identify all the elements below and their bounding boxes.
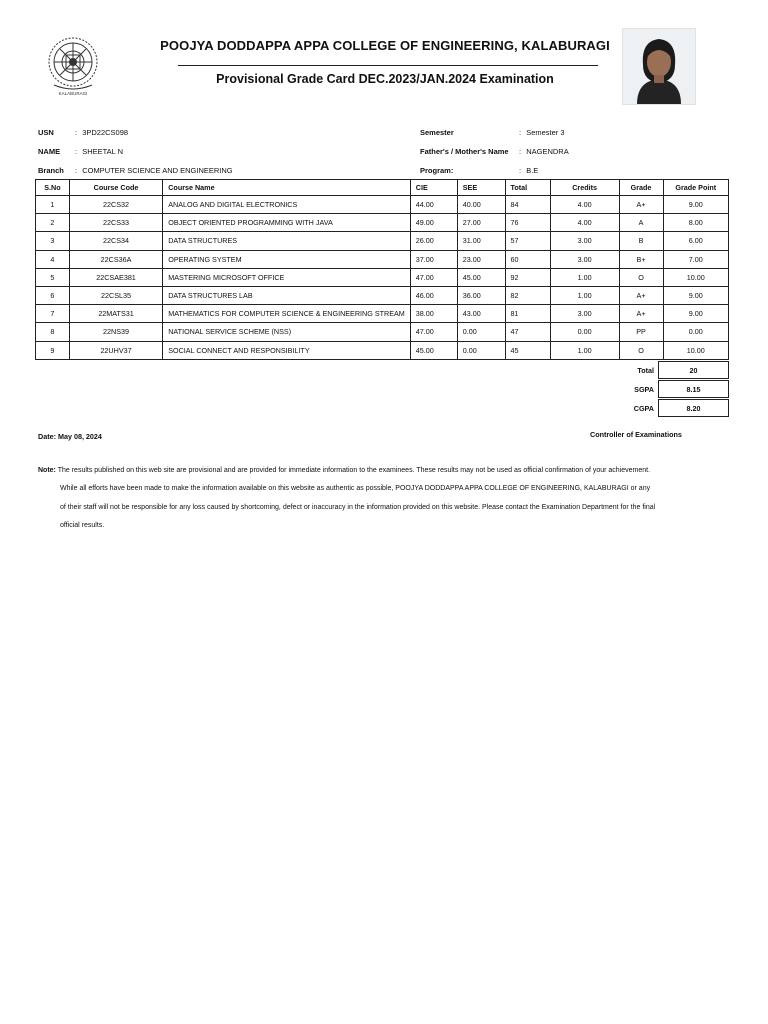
cell-total: 45 bbox=[505, 341, 550, 359]
cell-sno: 4 bbox=[36, 250, 70, 268]
branch-value: COMPUTER SCIENCE AND ENGINEERING bbox=[82, 166, 233, 175]
table-row bbox=[36, 250, 729, 268]
cell-cie: 44.00 bbox=[410, 196, 457, 214]
cell-total: 47 bbox=[505, 323, 550, 341]
col-header-course-code: Course Code bbox=[69, 180, 162, 196]
cell-course-code: 22UHV37 bbox=[69, 341, 162, 359]
cell-grade-point: 8.00 bbox=[663, 214, 729, 232]
cell-course-code: 22CSAE381 bbox=[69, 268, 162, 286]
cell-sno: 9 bbox=[36, 341, 70, 359]
grades-table bbox=[35, 179, 729, 360]
cell-grade-point: 7.00 bbox=[663, 250, 729, 268]
col-header-course-name: Course Name bbox=[163, 180, 411, 196]
cell-sno: 6 bbox=[36, 286, 70, 304]
cell-course-code: 22CS36A bbox=[69, 250, 162, 268]
cell-total: 92 bbox=[505, 268, 550, 286]
sgpa-label: SGPA bbox=[634, 385, 654, 394]
cgpa-value: 8.20 bbox=[658, 399, 729, 417]
cell-cie: 45.00 bbox=[410, 341, 457, 359]
cell-grade-point: 6.00 bbox=[663, 232, 729, 250]
total-label: Total bbox=[637, 366, 654, 375]
table-row bbox=[36, 232, 729, 250]
total-credits-value: 20 bbox=[658, 361, 729, 379]
cell-grade: O bbox=[619, 341, 663, 359]
cell-see: 27.00 bbox=[457, 214, 505, 232]
cell-cie: 46.00 bbox=[410, 286, 457, 304]
cell-grade-point: 10.00 bbox=[663, 268, 729, 286]
cell-total: 84 bbox=[505, 196, 550, 214]
cell-course-code: 22CSL35 bbox=[69, 286, 162, 304]
note-line-4: official results. bbox=[60, 521, 105, 529]
cell-see: 23.00 bbox=[457, 250, 505, 268]
parent-separator: : bbox=[519, 147, 522, 156]
cell-course-code: 22NS39 bbox=[69, 323, 162, 341]
cell-see: 36.00 bbox=[457, 286, 505, 304]
cell-cie: 49.00 bbox=[410, 214, 457, 232]
table-row bbox=[36, 323, 729, 341]
issue-date: Date: May 08, 2024 bbox=[38, 432, 102, 441]
table-row bbox=[36, 341, 729, 359]
semester-value: Semester 3 bbox=[526, 128, 565, 137]
cell-see: 31.00 bbox=[457, 232, 505, 250]
note-line-3: of their staff will not be responsible for any loss caused by shortcoming, defect or inaccuracy in the information provided on this website. Please contact the Examination Department for the final bbox=[60, 503, 656, 511]
cell-grade: A+ bbox=[619, 286, 663, 304]
cell-course-name: DATA STRUCTURES LAB bbox=[163, 286, 411, 304]
logo-caption: KALABURAGI bbox=[58, 91, 88, 96]
cell-grade: B+ bbox=[619, 250, 663, 268]
col-header-grade-point: Grade Point bbox=[663, 180, 729, 196]
cell-total: 76 bbox=[505, 214, 550, 232]
cell-grade: A+ bbox=[619, 305, 663, 323]
table-row bbox=[36, 214, 729, 232]
note-line-2: While all efforts have been made to make the information available on this website as authentic as possible, POOJYA DODDAPPA APPA COLLEGE OF ENGINEERING, KALABURAGI or any bbox=[60, 485, 651, 493]
student-name: SHEETAL N bbox=[82, 147, 124, 156]
cell-sno: 5 bbox=[36, 268, 70, 286]
cell-sno: 2 bbox=[36, 214, 70, 232]
cell-course-name: ANALOG AND DIGITAL ELECTRONICS bbox=[163, 196, 411, 214]
table-row bbox=[36, 268, 729, 286]
college-logo bbox=[44, 35, 102, 97]
usn-label: USN bbox=[38, 128, 54, 137]
name-separator: : bbox=[75, 147, 78, 156]
cell-total: 82 bbox=[505, 286, 550, 304]
college-name: POOJYA DODDAPPA APPA COLLEGE OF ENGINEERING, KALABURAGI bbox=[160, 38, 610, 53]
cell-see: 0.00 bbox=[457, 341, 505, 359]
col-header-see: SEE bbox=[457, 180, 505, 196]
table-row bbox=[36, 305, 729, 323]
usn-separator: : bbox=[75, 128, 78, 137]
cell-cie: 47.00 bbox=[410, 268, 457, 286]
cell-grade-point: 9.00 bbox=[663, 286, 729, 304]
cell-credits: 4.00 bbox=[550, 196, 619, 214]
student-photo bbox=[622, 28, 696, 105]
col-header-grade: Grade bbox=[619, 180, 663, 196]
cell-credits: 0.00 bbox=[550, 323, 619, 341]
cell-sno: 8 bbox=[36, 323, 70, 341]
program-separator: : bbox=[519, 166, 522, 175]
col-header-cie: CIE bbox=[410, 180, 457, 196]
program-value: B.E bbox=[526, 166, 539, 175]
cell-cie: 26.00 bbox=[410, 232, 457, 250]
cell-sno: 7 bbox=[36, 305, 70, 323]
cell-see: 45.00 bbox=[457, 268, 505, 286]
cell-course-name: MASTERING MICROSOFT OFFICE bbox=[163, 268, 411, 286]
cell-see: 0.00 bbox=[457, 323, 505, 341]
cell-total: 57 bbox=[505, 232, 550, 250]
col-header-sno: S.No bbox=[36, 180, 70, 196]
cell-credits: 3.00 bbox=[550, 305, 619, 323]
grade-card-title: Provisional Grade Card DEC.2023/JAN.2024 Examination bbox=[216, 72, 554, 86]
cell-grade-point: 0.00 bbox=[663, 323, 729, 341]
cell-course-name: OBJECT ORIENTED PROGRAMMING WITH JAVA bbox=[163, 214, 411, 232]
semester-label: Semester bbox=[420, 128, 454, 137]
cell-grade: B bbox=[619, 232, 663, 250]
col-header-total: Total bbox=[505, 180, 550, 196]
cell-course-name: OPERATING SYSTEM bbox=[163, 250, 411, 268]
cell-credits: 4.00 bbox=[550, 214, 619, 232]
cell-grade-point: 9.00 bbox=[663, 196, 729, 214]
cell-course-name: NATIONAL SERVICE SCHEME (NSS) bbox=[163, 323, 411, 341]
cell-credits: 1.00 bbox=[550, 286, 619, 304]
cell-course-name: MATHEMATICS FOR COMPUTER SCIENCE & ENGINEERING STREAM bbox=[163, 305, 411, 323]
branch-separator: : bbox=[75, 166, 78, 175]
cell-course-name: SOCIAL CONNECT AND RESPONSIBILITY bbox=[163, 341, 411, 359]
cell-grade-point: 9.00 bbox=[663, 305, 729, 323]
cell-total: 60 bbox=[505, 250, 550, 268]
cell-sno: 1 bbox=[36, 196, 70, 214]
note-line-1: The results published on this web site are provisional and are provided for immediate information to the examinees. These results may not be used as official confirmation of your achievement. bbox=[57, 467, 651, 474]
cell-credits: 1.00 bbox=[550, 341, 619, 359]
table-header-row bbox=[36, 180, 729, 196]
cell-sno: 3 bbox=[36, 232, 70, 250]
cell-course-code: 22CS33 bbox=[69, 214, 162, 232]
name-label: NAME bbox=[38, 147, 61, 156]
usn-value: 3PD22CS098 bbox=[82, 128, 129, 137]
cell-grade: O bbox=[619, 268, 663, 286]
parent-label: Father's / Mother's Name bbox=[420, 147, 509, 156]
table-row bbox=[36, 196, 729, 214]
semester-separator: : bbox=[519, 128, 522, 137]
cell-credits: 3.00 bbox=[550, 250, 619, 268]
cell-total: 81 bbox=[505, 305, 550, 323]
cell-grade: PP bbox=[619, 323, 663, 341]
cell-course-code: 22CS34 bbox=[69, 232, 162, 250]
sgpa-value: 8.15 bbox=[658, 380, 729, 398]
cell-cie: 47.00 bbox=[410, 323, 457, 341]
table-row bbox=[36, 286, 729, 304]
cell-grade-point: 10.00 bbox=[663, 341, 729, 359]
cell-grade: A bbox=[619, 214, 663, 232]
cell-cie: 37.00 bbox=[410, 250, 457, 268]
cell-cie: 38.00 bbox=[410, 305, 457, 323]
cell-grade: A+ bbox=[619, 196, 663, 214]
note-label: Note: bbox=[38, 467, 56, 474]
cell-course-name: DATA STRUCTURES bbox=[163, 232, 411, 250]
cell-see: 40.00 bbox=[457, 196, 505, 214]
parent-name: NAGENDRA bbox=[526, 147, 569, 156]
cell-course-code: 22MATS31 bbox=[69, 305, 162, 323]
cell-credits: 3.00 bbox=[550, 232, 619, 250]
cell-see: 43.00 bbox=[457, 305, 505, 323]
header-divider bbox=[178, 65, 598, 66]
col-header-credits: Credits bbox=[550, 180, 619, 196]
cell-course-code: 22CS32 bbox=[69, 196, 162, 214]
controller-of-examinations: Controller of Examinations bbox=[590, 430, 682, 439]
program-label: Program: bbox=[420, 166, 454, 175]
cell-credits: 1.00 bbox=[550, 268, 619, 286]
cgpa-label: CGPA bbox=[633, 404, 654, 413]
branch-label: Branch bbox=[38, 166, 64, 175]
disclaimer-note bbox=[38, 462, 718, 535]
